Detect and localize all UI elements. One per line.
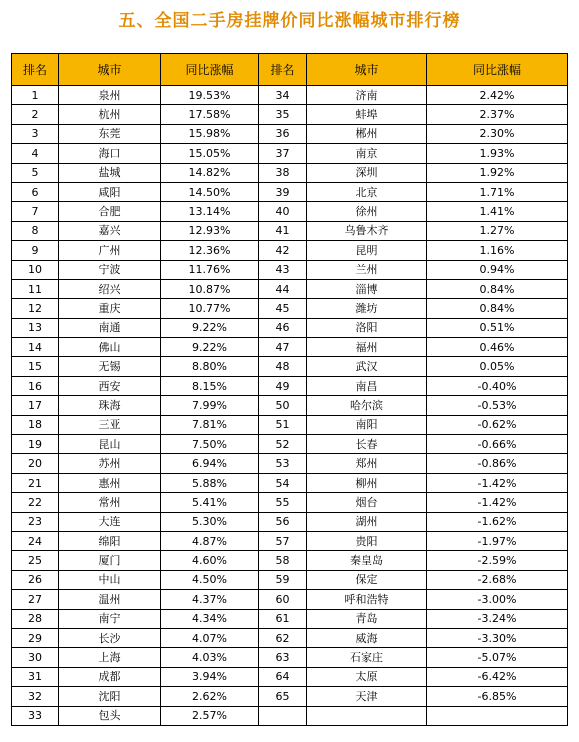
table-row (12, 318, 568, 337)
city-cell-right: 秦皇岛 (307, 551, 427, 570)
change-cell-right: -0.40% (427, 376, 568, 395)
header-rank-right: 排名 (259, 54, 307, 86)
city-cell: 成都 (59, 667, 161, 686)
rank-cell-right: 35 (259, 105, 307, 124)
city-cell: 佛山 (59, 338, 161, 357)
city-cell-right: 徐州 (307, 202, 427, 221)
change-cell: 4.60% (161, 551, 259, 570)
header-city: 城市 (59, 54, 161, 86)
change-cell-right (427, 706, 568, 725)
change-cell: 12.93% (161, 221, 259, 240)
rank-cell-right: 46 (259, 318, 307, 337)
table-row (12, 609, 568, 628)
city-cell: 宁波 (59, 260, 161, 279)
rank-cell-right: 58 (259, 551, 307, 570)
rank-cell-right: 56 (259, 512, 307, 531)
rank-cell: 12 (12, 299, 59, 318)
table-row (12, 202, 568, 221)
table-row (12, 648, 568, 667)
city-cell-right: 呼和浩特 (307, 590, 427, 609)
rank-cell: 21 (12, 473, 59, 492)
rank-cell: 7 (12, 202, 59, 221)
table-row (12, 687, 568, 706)
rank-cell-right (259, 706, 307, 725)
change-cell-right: -2.68% (427, 570, 568, 589)
city-cell-right: 郑州 (307, 454, 427, 473)
rank-cell: 4 (12, 144, 59, 163)
change-cell-right: 2.42% (427, 86, 568, 105)
rank-cell: 1 (12, 86, 59, 105)
change-cell-right: 1.41% (427, 202, 568, 221)
city-cell: 厦门 (59, 551, 161, 570)
rank-cell: 22 (12, 493, 59, 512)
city-cell: 重庆 (59, 299, 161, 318)
table-row (12, 493, 568, 512)
table-row (12, 241, 568, 260)
rank-cell: 28 (12, 609, 59, 628)
change-cell-right: -1.42% (427, 473, 568, 492)
change-cell-right: -0.66% (427, 435, 568, 454)
change-cell: 4.34% (161, 609, 259, 628)
rank-cell: 16 (12, 376, 59, 395)
rank-cell: 25 (12, 551, 59, 570)
city-cell: 海口 (59, 144, 161, 163)
city-cell-right: 青岛 (307, 609, 427, 628)
rank-cell-right: 50 (259, 396, 307, 415)
change-cell: 7.50% (161, 435, 259, 454)
change-cell-right: -1.42% (427, 493, 568, 512)
change-cell-right: 1.92% (427, 163, 568, 182)
rank-cell: 2 (12, 105, 59, 124)
city-cell-right: 保定 (307, 570, 427, 589)
change-cell-right: 0.46% (427, 338, 568, 357)
rank-cell-right: 47 (259, 338, 307, 357)
rank-cell-right: 55 (259, 493, 307, 512)
city-cell: 珠海 (59, 396, 161, 415)
table-row (12, 299, 568, 318)
rank-cell: 6 (12, 182, 59, 201)
change-cell: 6.94% (161, 454, 259, 473)
rank-cell-right: 59 (259, 570, 307, 589)
table-row (12, 531, 568, 550)
rank-cell: 30 (12, 648, 59, 667)
change-cell-right: 0.51% (427, 318, 568, 337)
city-cell: 长沙 (59, 628, 161, 647)
rank-cell-right: 40 (259, 202, 307, 221)
change-cell: 19.53% (161, 86, 259, 105)
change-cell-right: -2.59% (427, 551, 568, 570)
city-cell-right: 南阳 (307, 415, 427, 434)
change-cell: 2.57% (161, 706, 259, 725)
change-cell: 5.30% (161, 512, 259, 531)
rank-cell-right: 57 (259, 531, 307, 550)
table-row (12, 435, 568, 454)
rank-cell-right: 37 (259, 144, 307, 163)
page-title: 五、全国二手房挂牌价同比涨幅城市排行榜 (118, 11, 461, 31)
city-cell-right: 烟台 (307, 493, 427, 512)
change-cell-right: -3.30% (427, 628, 568, 647)
rank-cell: 26 (12, 570, 59, 589)
rank-cell: 10 (12, 260, 59, 279)
change-cell-right: -6.85% (427, 687, 568, 706)
city-cell-right: 福州 (307, 338, 427, 357)
table-row (12, 105, 568, 124)
change-cell: 8.15% (161, 376, 259, 395)
change-cell-right: -6.42% (427, 667, 568, 686)
city-cell-right: 石家庄 (307, 648, 427, 667)
change-cell-right: -5.07% (427, 648, 568, 667)
table-row (12, 590, 568, 609)
change-cell-right: 1.27% (427, 221, 568, 240)
table-row (12, 260, 568, 279)
rank-cell: 17 (12, 396, 59, 415)
table-row (12, 667, 568, 686)
change-cell: 15.98% (161, 124, 259, 143)
rank-cell-right: 41 (259, 221, 307, 240)
city-cell: 惠州 (59, 473, 161, 492)
table-row (12, 570, 568, 589)
change-cell: 4.50% (161, 570, 259, 589)
change-cell: 15.05% (161, 144, 259, 163)
city-cell-right: 蚌埠 (307, 105, 427, 124)
table-row (12, 163, 568, 182)
change-cell: 14.50% (161, 182, 259, 201)
city-cell: 大连 (59, 512, 161, 531)
change-cell-right: 1.16% (427, 241, 568, 260)
rank-cell-right: 65 (259, 687, 307, 706)
rank-cell: 11 (12, 279, 59, 298)
rank-cell: 33 (12, 706, 59, 725)
city-cell-right: 潍坊 (307, 299, 427, 318)
city-cell: 中山 (59, 570, 161, 589)
change-cell: 4.07% (161, 628, 259, 647)
city-cell: 合肥 (59, 202, 161, 221)
city-cell-right: 北京 (307, 182, 427, 201)
table-row (12, 86, 568, 105)
change-cell-right: -0.86% (427, 454, 568, 473)
change-cell: 14.82% (161, 163, 259, 182)
change-cell: 9.22% (161, 318, 259, 337)
change-cell: 3.94% (161, 667, 259, 686)
change-cell: 13.14% (161, 202, 259, 221)
rank-cell: 8 (12, 221, 59, 240)
rank-cell: 5 (12, 163, 59, 182)
table-row (12, 182, 568, 201)
city-cell-right: 威海 (307, 628, 427, 647)
change-cell-right: 0.05% (427, 357, 568, 376)
change-cell-right: -0.62% (427, 415, 568, 434)
rank-cell-right: 42 (259, 241, 307, 260)
city-cell-right: 昆明 (307, 241, 427, 260)
rank-cell: 13 (12, 318, 59, 337)
header-change-right: 同比涨幅 (427, 54, 568, 86)
city-cell-right: 贵阳 (307, 531, 427, 550)
change-cell-right: -1.97% (427, 531, 568, 550)
city-cell: 绍兴 (59, 279, 161, 298)
city-cell: 东莞 (59, 124, 161, 143)
rank-cell-right: 63 (259, 648, 307, 667)
city-cell-right: 太原 (307, 667, 427, 686)
rank-cell: 29 (12, 628, 59, 647)
city-cell-right: 柳州 (307, 473, 427, 492)
city-cell: 上海 (59, 648, 161, 667)
rank-cell-right: 64 (259, 667, 307, 686)
city-cell: 包头 (59, 706, 161, 725)
city-cell-right: 武汉 (307, 357, 427, 376)
rank-cell: 9 (12, 241, 59, 260)
city-cell: 盐城 (59, 163, 161, 182)
table-row (12, 357, 568, 376)
change-cell: 7.99% (161, 396, 259, 415)
rank-cell-right: 52 (259, 435, 307, 454)
city-cell: 南宁 (59, 609, 161, 628)
rank-cell: 27 (12, 590, 59, 609)
city-cell: 三亚 (59, 415, 161, 434)
table-row (12, 144, 568, 163)
city-cell: 无锡 (59, 357, 161, 376)
header-rank: 排名 (12, 54, 59, 86)
city-cell-right: 南昌 (307, 376, 427, 395)
rank-cell-right: 62 (259, 628, 307, 647)
change-cell: 10.87% (161, 279, 259, 298)
change-cell: 8.80% (161, 357, 259, 376)
change-cell-right: -3.00% (427, 590, 568, 609)
city-cell-right: 深圳 (307, 163, 427, 182)
rank-cell: 19 (12, 435, 59, 454)
rank-cell: 3 (12, 124, 59, 143)
rank-cell: 18 (12, 415, 59, 434)
change-cell-right: 0.84% (427, 279, 568, 298)
rank-cell-right: 51 (259, 415, 307, 434)
table-row (12, 512, 568, 531)
change-cell: 10.77% (161, 299, 259, 318)
change-cell: 12.36% (161, 241, 259, 260)
table-row (12, 221, 568, 240)
rank-cell: 23 (12, 512, 59, 531)
city-cell-right: 淄博 (307, 279, 427, 298)
change-cell: 7.81% (161, 415, 259, 434)
change-cell: 11.76% (161, 260, 259, 279)
header-city-right: 城市 (307, 54, 427, 86)
table-row (12, 706, 568, 725)
city-cell-right (307, 706, 427, 725)
city-cell: 泉州 (59, 86, 161, 105)
ranking-table (11, 53, 568, 726)
table-row (12, 628, 568, 647)
table-body (12, 86, 568, 726)
change-cell-right: -3.24% (427, 609, 568, 628)
rank-cell-right: 45 (259, 299, 307, 318)
rank-cell-right: 48 (259, 357, 307, 376)
rank-cell-right: 36 (259, 124, 307, 143)
change-cell-right: -0.53% (427, 396, 568, 415)
change-cell-right: -1.62% (427, 512, 568, 531)
city-cell-right: 乌鲁木齐 (307, 221, 427, 240)
rank-cell-right: 44 (259, 279, 307, 298)
city-cell: 广州 (59, 241, 161, 260)
city-cell: 杭州 (59, 105, 161, 124)
change-cell: 4.03% (161, 648, 259, 667)
rank-cell: 15 (12, 357, 59, 376)
table-row (12, 338, 568, 357)
rank-cell-right: 38 (259, 163, 307, 182)
change-cell: 17.58% (161, 105, 259, 124)
table-row (12, 376, 568, 395)
table-row (12, 415, 568, 434)
rank-cell-right: 39 (259, 182, 307, 201)
header-row (12, 54, 568, 86)
table-row (12, 396, 568, 415)
table-row (12, 279, 568, 298)
city-cell-right: 哈尔滨 (307, 396, 427, 415)
rank-cell-right: 43 (259, 260, 307, 279)
rank-cell: 20 (12, 454, 59, 473)
city-cell: 昆山 (59, 435, 161, 454)
city-cell-right: 兰州 (307, 260, 427, 279)
city-cell-right: 湖州 (307, 512, 427, 531)
rank-cell: 14 (12, 338, 59, 357)
rank-cell-right: 34 (259, 86, 307, 105)
change-cell: 4.87% (161, 531, 259, 550)
change-cell-right: 2.30% (427, 124, 568, 143)
city-cell-right: 长春 (307, 435, 427, 454)
table-row (12, 124, 568, 143)
city-cell: 绵阳 (59, 531, 161, 550)
change-cell-right: 2.37% (427, 105, 568, 124)
rank-cell-right: 60 (259, 590, 307, 609)
change-cell: 5.88% (161, 473, 259, 492)
rank-cell-right: 53 (259, 454, 307, 473)
city-cell-right: 南京 (307, 144, 427, 163)
rank-cell: 32 (12, 687, 59, 706)
city-cell-right: 洛阳 (307, 318, 427, 337)
city-cell-right: 济南 (307, 86, 427, 105)
rank-cell: 24 (12, 531, 59, 550)
rank-cell-right: 49 (259, 376, 307, 395)
city-cell-right: 郴州 (307, 124, 427, 143)
change-cell: 2.62% (161, 687, 259, 706)
table-row (12, 551, 568, 570)
header-change: 同比涨幅 (161, 54, 259, 86)
city-cell: 温州 (59, 590, 161, 609)
city-cell: 常州 (59, 493, 161, 512)
rank-cell-right: 54 (259, 473, 307, 492)
change-cell-right: 1.71% (427, 182, 568, 201)
city-cell: 咸阳 (59, 182, 161, 201)
city-cell: 南通 (59, 318, 161, 337)
city-cell-right: 天津 (307, 687, 427, 706)
rank-cell: 31 (12, 667, 59, 686)
city-cell: 嘉兴 (59, 221, 161, 240)
city-cell: 沈阳 (59, 687, 161, 706)
change-cell: 5.41% (161, 493, 259, 512)
city-cell: 苏州 (59, 454, 161, 473)
change-cell: 9.22% (161, 338, 259, 357)
change-cell: 4.37% (161, 590, 259, 609)
change-cell-right: 1.93% (427, 144, 568, 163)
change-cell-right: 0.84% (427, 299, 568, 318)
rank-cell-right: 61 (259, 609, 307, 628)
table-row (12, 473, 568, 492)
change-cell-right: 0.94% (427, 260, 568, 279)
city-cell: 西安 (59, 376, 161, 395)
table-row (12, 454, 568, 473)
